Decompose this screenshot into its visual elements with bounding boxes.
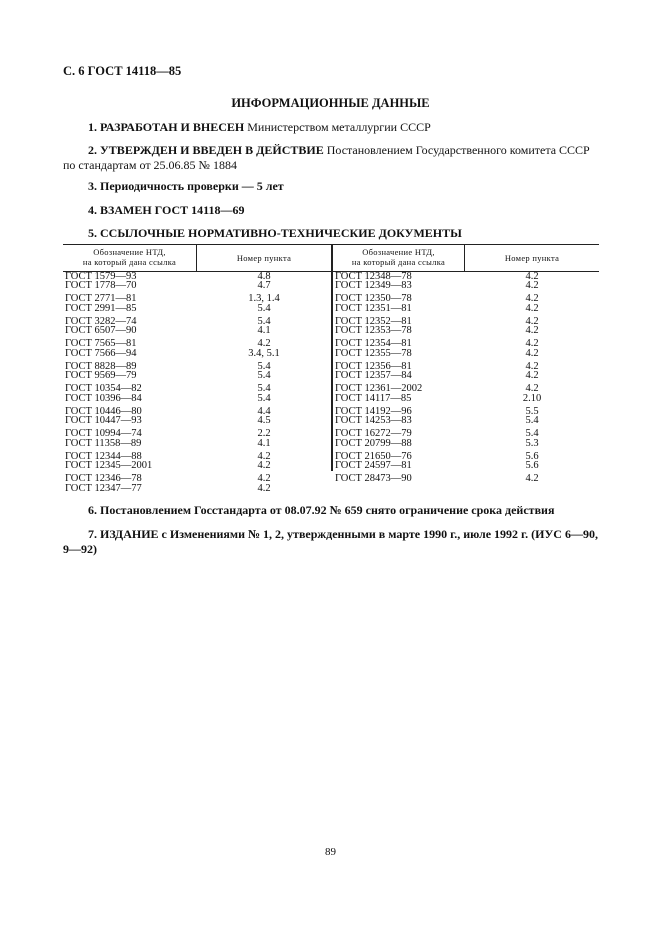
column-divider-mid xyxy=(331,271,333,471)
reference-item-cell: 4.7 xyxy=(257,280,271,292)
item-review-period-text: 3. Периодичность проверки — 5 лет xyxy=(88,179,284,193)
reference-doc-cell: ГОСТ 14253—83 xyxy=(335,415,412,427)
reference-doc-cell: ГОСТ 7566—94 xyxy=(65,347,137,359)
reference-item-cell: 5.4 xyxy=(257,302,271,314)
reference-item-cell: 4.2 xyxy=(525,347,539,359)
reference-item-cell: 2.10 xyxy=(522,392,542,404)
reference-item-cell: 4.2 xyxy=(257,450,271,462)
reference-doc-cell: ГОСТ 2991—85 xyxy=(65,302,137,314)
reference-doc-cell: ГОСТ 12353—78 xyxy=(335,325,412,337)
reference-doc-cell: ГОСТ 12350—78 xyxy=(335,293,412,305)
reference-item-cell: 4.2 xyxy=(525,473,539,485)
reference-item-cell: 5.4 xyxy=(257,315,271,327)
reference-doc-cell: ГОСТ 12345—2001 xyxy=(65,460,153,472)
item-approved-text: Постановлением Государственного комитета СССР по стандартам от 25.06.85 № 1884 xyxy=(63,143,590,172)
item-restriction xyxy=(88,503,554,518)
reference-item-cell: 4.2 xyxy=(257,460,271,472)
reference-item-cell: 5.4 xyxy=(257,392,271,404)
reference-doc-cell: ГОСТ 12344—88 xyxy=(65,450,142,462)
reference-doc-cell: ГОСТ 14192—96 xyxy=(335,405,412,417)
item-replaces xyxy=(88,203,245,218)
item-developed-text: Министерством металлургии СССР xyxy=(244,120,431,134)
header-designation-line2: на который дана ссылка xyxy=(351,257,446,267)
reference-doc-cell: ГОСТ 12347—77 xyxy=(65,482,142,494)
references-table xyxy=(63,244,599,494)
reference-item-cell: 4.2 xyxy=(525,302,539,314)
reference-doc-cell: ГОСТ 14117—85 xyxy=(335,392,412,404)
header-designation-left xyxy=(63,247,196,267)
reference-doc-cell: ГОСТ 1778—70 xyxy=(65,280,137,292)
item-references-text: 5. ССЫЛОЧНЫЕ НОРМАТИВНО-ТЕХНИЧЕСКИЕ ДОКУМЕНТЫ xyxy=(88,226,462,240)
reference-doc-cell: ГОСТ 12351—81 xyxy=(335,302,412,314)
item-developed-label: 1. РАЗРАБОТАН И ВНЕСЕН xyxy=(88,120,245,134)
header-designation-line1: Обозначение НТД, xyxy=(93,247,166,257)
reference-doc-cell: ГОСТ 7565—81 xyxy=(65,338,137,350)
reference-item-cell: 2.2 xyxy=(257,428,271,440)
reference-doc-cell: ГОСТ 12352—81 xyxy=(335,315,412,327)
reference-item-cell: 4.2 xyxy=(525,271,539,282)
reference-doc-cell: ГОСТ 10354—82 xyxy=(65,383,142,395)
reference-doc-cell: ГОСТ 12354—81 xyxy=(335,338,412,350)
reference-item-cell: 5.4 xyxy=(525,428,539,440)
section-title: ИНФОРМАЦИОННЫЕ ДАННЫЕ xyxy=(231,96,430,110)
reference-item-cell: 5.4 xyxy=(525,415,539,427)
reference-item-cell: 4.2 xyxy=(525,325,539,337)
reference-doc-cell: ГОСТ 10994—74 xyxy=(65,428,142,440)
reference-doc-cell: ГОСТ 12357—84 xyxy=(335,370,412,382)
reference-item-cell: 4.2 xyxy=(257,338,271,350)
item-replaces-text: 4. ВЗАМЕН ГОСТ 14118—69 xyxy=(88,203,245,217)
item-review-period xyxy=(88,179,284,194)
reference-doc-cell: ГОСТ 12349—83 xyxy=(335,280,412,292)
reference-doc-cell: ГОСТ 12356—81 xyxy=(335,360,412,372)
reference-item-cell: 4.2 xyxy=(525,293,539,305)
reference-doc-cell: ГОСТ 6507—90 xyxy=(65,325,137,337)
reference-item-cell: 1.3, 1.4 xyxy=(248,293,280,305)
reference-item-cell: 5.4 xyxy=(257,370,271,382)
right-doc-column xyxy=(335,272,463,484)
item-restriction-text: 6. Постановлением Госстандарта от 08.07.92 № 659 снято ограничение срока действия xyxy=(88,503,555,517)
item-approved-label: 2. УТВЕРЖДЕН И ВВЕДЕН В ДЕЙСТВИЕ xyxy=(88,143,324,157)
left-doc-column xyxy=(65,272,195,493)
reference-item-cell: 4.2 xyxy=(525,338,539,350)
reference-doc-cell: ГОСТ 20799—88 xyxy=(335,437,412,449)
reference-item-cell: 5.6 xyxy=(525,450,539,462)
reference-doc-cell: ГОСТ 9569—79 xyxy=(65,370,137,382)
reference-doc-cell: ГОСТ 10396—84 xyxy=(65,392,142,404)
reference-doc-cell: ГОСТ 12346—78 xyxy=(65,473,142,485)
reference-item-cell: 5.4 xyxy=(257,360,271,372)
reference-doc-cell: ГОСТ 12348—78 xyxy=(335,271,412,282)
header-item-right: Номер пункта xyxy=(504,253,560,263)
header-designation-right xyxy=(333,247,464,267)
reference-doc-cell: ГОСТ 10446—80 xyxy=(65,405,142,417)
reference-item-cell: 4.2 xyxy=(525,383,539,395)
reference-item-cell: 4.2 xyxy=(525,280,539,292)
reference-doc-cell: ГОСТ 11358—89 xyxy=(65,437,142,449)
reference-doc-cell: ГОСТ 24597—81 xyxy=(335,460,412,472)
page-number: 89 xyxy=(325,846,336,858)
reference-doc-cell: ГОСТ 12361—2002 xyxy=(335,383,423,395)
reference-item-cell: 4.5 xyxy=(257,415,271,427)
page-header: С. 6 ГОСТ 14118—85 xyxy=(63,64,182,78)
item-edition xyxy=(63,527,603,557)
reference-item-cell: 3.4, 5.1 xyxy=(248,347,280,359)
reference-doc-cell: ГОСТ 28473—90 xyxy=(335,473,412,485)
reference-doc-cell: ГОСТ 10447—93 xyxy=(65,415,142,427)
left-item-column xyxy=(197,272,331,493)
reference-doc-cell: ГОСТ 12355—78 xyxy=(335,347,412,359)
reference-item-cell: 5.4 xyxy=(257,383,271,395)
header-item-left: Номер пункта xyxy=(236,253,292,263)
reference-doc-cell: ГОСТ 1579—93 xyxy=(65,271,137,282)
item-approved xyxy=(63,143,603,173)
reference-item-cell: 4.4 xyxy=(257,405,271,417)
reference-item-cell: 4.2 xyxy=(525,315,539,327)
reference-doc-cell: ГОСТ 21650—76 xyxy=(335,450,412,462)
item-references xyxy=(88,226,462,241)
reference-item-cell: 5.6 xyxy=(525,460,539,472)
item-edition-text: 7. ИЗДАНИЕ с Изменениями № 1, 2, утвержденными в марте 1990 г., июле 1992 г. (ИУС 6—90, 9—92) xyxy=(63,527,598,556)
reference-item-cell: 4.2 xyxy=(257,473,271,485)
header-designation-line1: Обозначение НТД, xyxy=(362,247,435,257)
reference-item-cell: 4.2 xyxy=(257,482,271,494)
reference-doc-cell: ГОСТ 8828—89 xyxy=(65,360,137,372)
reference-item-cell: 4.2 xyxy=(525,370,539,382)
reference-doc-cell: ГОСТ 3282—74 xyxy=(65,315,137,327)
right-item-column xyxy=(465,272,599,484)
reference-doc-cell: ГОСТ 2771—81 xyxy=(65,293,137,305)
reference-item-cell: 4.1 xyxy=(257,437,271,449)
reference-doc-cell: ГОСТ 16272—79 xyxy=(335,428,412,440)
reference-item-cell: 4.2 xyxy=(525,360,539,372)
item-developed xyxy=(88,120,431,135)
header-designation-line2: на который дана ссылка xyxy=(82,257,177,267)
reference-item-cell: 5.5 xyxy=(525,405,539,417)
reference-item-cell: 4.8 xyxy=(257,271,271,282)
reference-item-cell: 5.3 xyxy=(525,437,539,449)
reference-item-cell: 4.1 xyxy=(257,325,271,337)
